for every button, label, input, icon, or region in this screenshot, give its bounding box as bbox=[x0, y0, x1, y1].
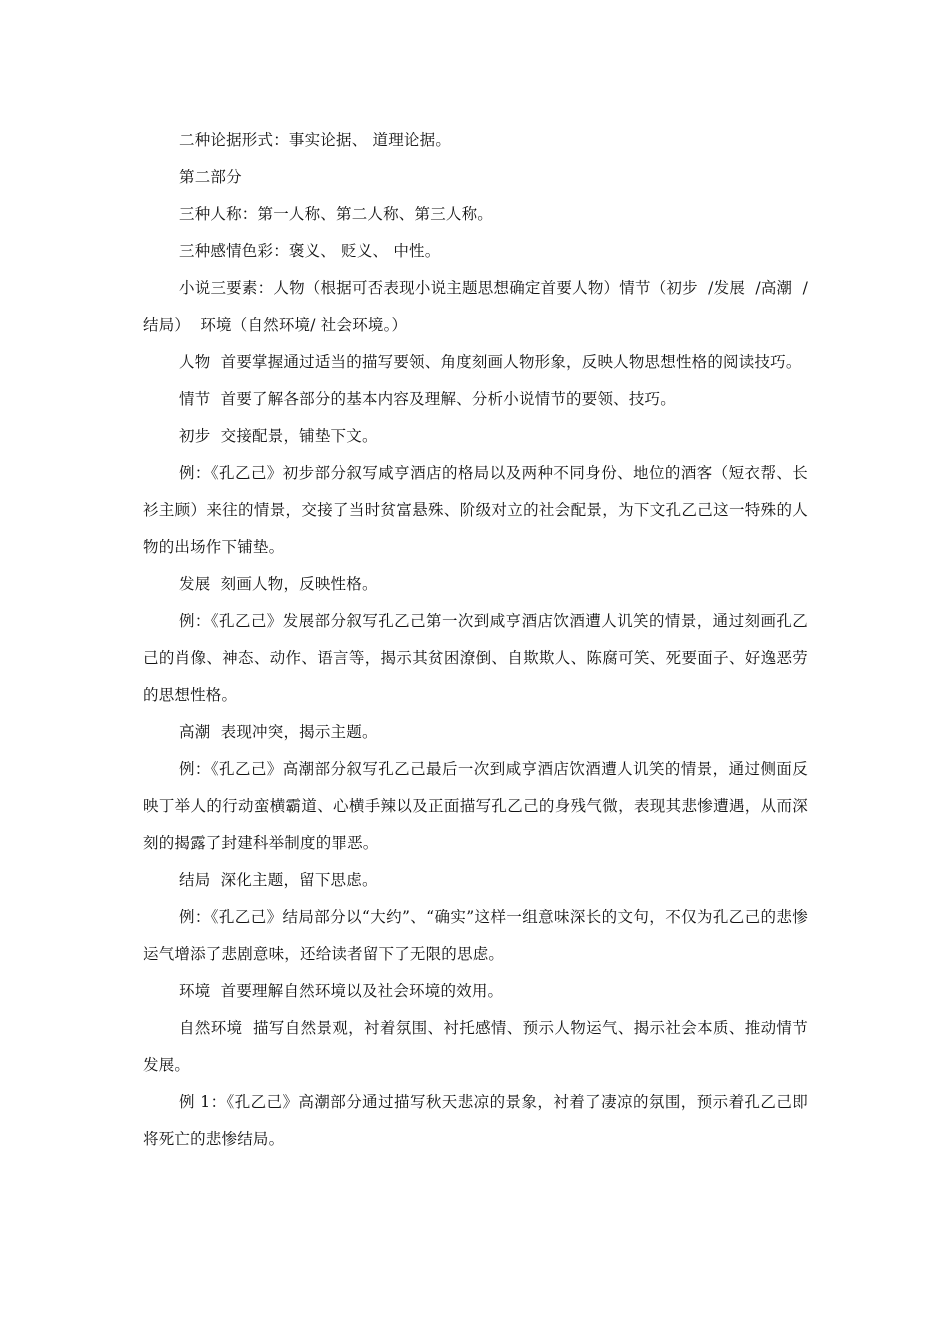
paragraph-ending-example: 例：《孔乙己》结局部分以“大约”、“确实”这样一组意味深长的文句，不仅为孔乙己的悲惨运气增添了悲剧意味，还给读者留下了无限的思虑。 bbox=[143, 908, 808, 963]
paragraph-emotional-color: 三种感情色彩：褒义、 贬义、 中性。 bbox=[179, 242, 441, 260]
paragraph-part-two-heading: 第二部分 bbox=[179, 168, 242, 186]
document-body bbox=[143, 122, 808, 1158]
paragraph-three-persons: 三种人称：第一人称、第二人称、第三人称。 bbox=[179, 205, 494, 223]
paragraph-environment: 环境 首要理解自然环境以及社会环境的效用。 bbox=[179, 982, 504, 1000]
paragraph-development-example: 例：《孔乙己》发展部分叙写孔乙己第一次到咸亨酒店饮酒遭人讥笑的情景，通过刻画孔乙己的肖像、神态、动作、语言等，揭示其贫困潦倒、自欺欺人、陈腐可笑、死要面子、好逸恶劳的思想性格。 bbox=[143, 612, 808, 704]
paragraph-climax-example: 例：《孔乙己》高潮部分叙写孔乙己最后一次到咸亨酒店饮酒遭人讥笑的情景，通过侧面反映丁举人的行动蛮横霸道、心横手辣以及正面描写孔乙己的身残气微，表现其悲惨遭遇，从而深刻的揭露了封建科举制度的罪恶。 bbox=[143, 760, 808, 852]
paragraph-novel-elements: 小说三要素：人物（根据可否表现小说主题思想确定首要人物）情节（初步 /发展 /高潮 /结局） 环境（自然环境/ 社会环境。） bbox=[143, 279, 808, 334]
paragraph-natural-environment-example: 例 1：《孔乙己》高潮部分通过描写秋天悲凉的景象，衬着了凄凉的氛围，预示着孔乙己即将死亡的悲惨结局。 bbox=[143, 1093, 808, 1148]
paragraph-natural-environment: 自然环境 描写自然景观，衬着氛围、衬托感情、预示人物运气、揭示社会本质、推动情节发展。 bbox=[143, 1019, 808, 1074]
paragraph-beginning-example: 例：《孔乙己》初步部分叙写咸亨酒店的格局以及两种不同身份、地位的酒客（短衣帮、长衫主顾）来往的情景，交接了当时贫富悬殊、阶级对立的社会配景，为下文孔乙己这一特殊的人物的出场作下铺垫。 bbox=[143, 464, 808, 556]
paragraph-ending: 结局 深化主题，留下思虑。 bbox=[179, 871, 378, 889]
paragraph-climax: 高潮 表现冲突，揭示主题。 bbox=[179, 723, 378, 741]
paragraph-beginning: 初步 交接配景，铺垫下文。 bbox=[179, 427, 378, 445]
paragraph-plot: 情节 首要了解各部分的基本内容及理解、分析小说情节的要领、技巧。 bbox=[179, 390, 676, 408]
paragraph-argument-forms: 二种论据形式：事实论据、 道理论据。 bbox=[179, 131, 452, 149]
paragraph-development: 发展 刻画人物，反映性格。 bbox=[179, 575, 378, 593]
paragraph-character: 人物 首要掌握通过适当的描写要领、角度刻画人物形象，反映人物思想性格的阅读技巧。 bbox=[179, 353, 802, 371]
